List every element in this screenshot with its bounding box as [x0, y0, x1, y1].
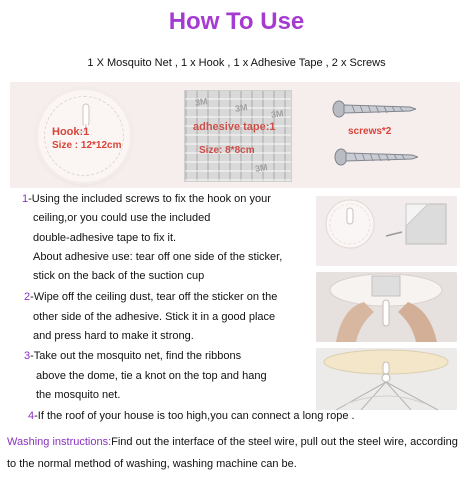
step-4-line: 4-If the roof of your house is too high,you can connect a long rope . [28, 410, 355, 422]
washing-text: Find out the interface of the steel wire, pull out the steel wire, according to the normal method of washing, washing machine can be. [7, 436, 458, 470]
step-number: 4 [28, 410, 35, 422]
step-3-line: 3-Take out the mosquito net, find the ribbons [24, 350, 242, 362]
hook-product [10, 82, 168, 188]
step-3-line: above the dome, tie a knot on the top and hang [36, 370, 267, 382]
tape-brand-mark: 3M [194, 96, 209, 108]
hook-on-ceiling-illustration [316, 196, 457, 266]
washing-instructions [7, 431, 465, 475]
tape-label: adhesive tape:1 [193, 121, 276, 133]
step-2-photo [316, 272, 457, 342]
tape-size: Size: 8*8cm [199, 145, 255, 156]
tape-brand-mark: 3M [234, 102, 249, 114]
step-2-line: and press hard to make it strong. [33, 330, 194, 342]
adhesive-tape-product [184, 90, 292, 182]
screw-icon [332, 100, 416, 118]
step-1-line: ceiling,or you could use the included [33, 212, 211, 224]
step-3-photo [316, 348, 457, 410]
step-1-line: About adhesive use: tear off one side of the sticker, [33, 251, 283, 263]
step-1-line: stick on the back of the suction cup [33, 270, 205, 282]
hanging-net-illustration [316, 348, 457, 410]
hook-label: Hook:1 [52, 126, 90, 138]
product-strip [10, 82, 460, 188]
step-2-line: 2-Wipe off the ceiling dust, tear off the sticker on the [24, 291, 278, 303]
step-1-photo [316, 196, 457, 266]
page-title: How To Use [168, 8, 305, 35]
package-contents: 1 X Mosquito Net , 1 x Hook , 1 x Adhesive Tape , 2 x Screws [87, 57, 386, 69]
step-number: 1 [22, 193, 29, 205]
tape-brand-mark: 3M [254, 162, 269, 174]
step-1-line: 1-Using the included screws to fix the hook on your [22, 193, 271, 205]
washing-heading: Washing instructions: [7, 436, 112, 448]
screws-label: screws*2 [348, 126, 392, 137]
screws-product [310, 82, 460, 188]
step-1-line: double-adhesive tape to fix it. [33, 232, 177, 244]
press-hook-illustration [316, 272, 457, 342]
step-2-line: other side of the adhesive. Stick it in a good place [33, 311, 276, 323]
step-number: 3 [24, 350, 31, 362]
screw-icon [334, 148, 418, 166]
step-3-line: the mosquito net. [36, 389, 121, 401]
hook-size: Size : 12*12cm [52, 140, 122, 151]
tape-brand-mark: 3M [270, 108, 285, 120]
step-number: 2 [24, 291, 31, 303]
